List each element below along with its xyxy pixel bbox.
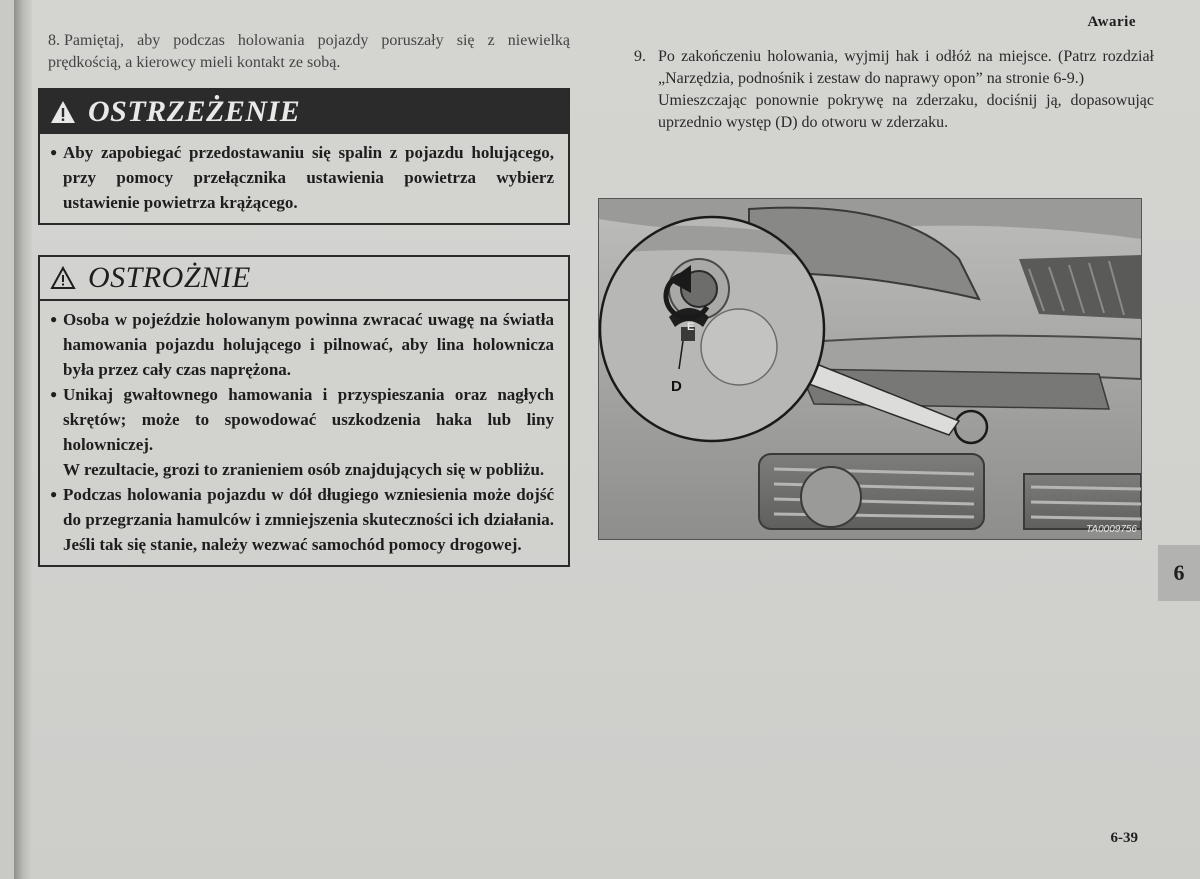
caution-item-text: Podczas holowania pojazdu w dół długiego wzniesienia może dojść do przegrzania hamulców i zmniejszenia skuteczności ich działania. Jeśli tak się stanie, należy wezwać samochód pomocy drogowej. <box>63 485 554 554</box>
page-binding <box>14 0 32 879</box>
caution-item-text: W rezultacie, grozi to zranieniem osób znajdujących się w pobliżu. <box>63 460 545 479</box>
step-8-number: 8. <box>48 32 60 49</box>
bumper-illustration <box>598 198 1142 540</box>
bullet-icon: ● <box>50 387 58 401</box>
warning-triangle-icon <box>50 100 76 124</box>
caution-item-text: Unikaj gwałtownego hamowania i przyspieszania oraz nagłych skrętów; może to spowodować uszkodzenia haka lub liny holowniczej. <box>63 385 554 454</box>
caution-title: OSTROŻNIE <box>88 261 251 294</box>
caution-item <box>50 307 554 382</box>
figure-label-d: D <box>671 378 682 395</box>
warning-body <box>40 134 568 223</box>
section-header: Awarie <box>1087 14 1136 30</box>
caution-body <box>40 301 568 565</box>
warning-header <box>40 90 568 134</box>
bullet-icon: ● <box>50 312 58 326</box>
step-8-note <box>38 30 570 74</box>
figure-label-e: E <box>687 321 695 333</box>
caution-box <box>38 255 570 567</box>
right-column <box>634 46 1154 134</box>
page-number: 6-39 <box>1110 830 1138 846</box>
left-column <box>38 30 570 597</box>
bullet-icon: ● <box>50 487 58 501</box>
warning-title: OSTRZEŻENIE <box>88 95 301 128</box>
caution-item-text: Osoba w pojeździe holowanym powinna zwracać uwagę na światła hamowania pojazdu holującego i pilnować, aby lina holownicza była przez cały czas naprężona. <box>63 310 554 379</box>
step-9-paragraph: Umieszczając ponownie pokrywę na zderzaku, dociśnij ją, dopasowując uprzednio występ (D) do otworu w zderzaku. <box>658 92 1154 131</box>
caution-header <box>40 257 568 301</box>
figure-code: TA0009756 <box>1086 524 1137 535</box>
warning-box <box>38 88 570 225</box>
step-9-paragraph: Po zakończeniu holowania, wyjmij hak i odłóż na miejsce. (Patrz rozdział „Narzędzia, podnośnik i zestaw do naprawy opon” na stronie 6-9.) <box>658 48 1154 87</box>
caution-item <box>50 382 554 457</box>
caution-item-continuation <box>50 457 554 482</box>
step-9-content <box>658 46 1154 134</box>
bullet-icon: ● <box>50 145 58 159</box>
warning-item-text: Aby zapobiegać przedostawaniu się spalin z pojazdu holującego, przy pomocy przełącznika ustawienia powietrza wybierz ustawienie powietrza krążącego. <box>63 143 554 212</box>
caution-item <box>50 482 554 557</box>
warning-item <box>50 140 554 215</box>
bumper-drawing <box>599 199 1141 539</box>
step-9 <box>634 46 1154 134</box>
warning-triangle-icon <box>50 266 76 290</box>
chapter-tab: 6 <box>1158 545 1200 601</box>
step-9-number: 9. <box>634 48 646 65</box>
step-8-text: Pamiętaj, aby podczas holowania pojazdy poruszały się z niewielką prędkością, a kierowcy mieli kontakt ze sobą. <box>48 32 570 71</box>
